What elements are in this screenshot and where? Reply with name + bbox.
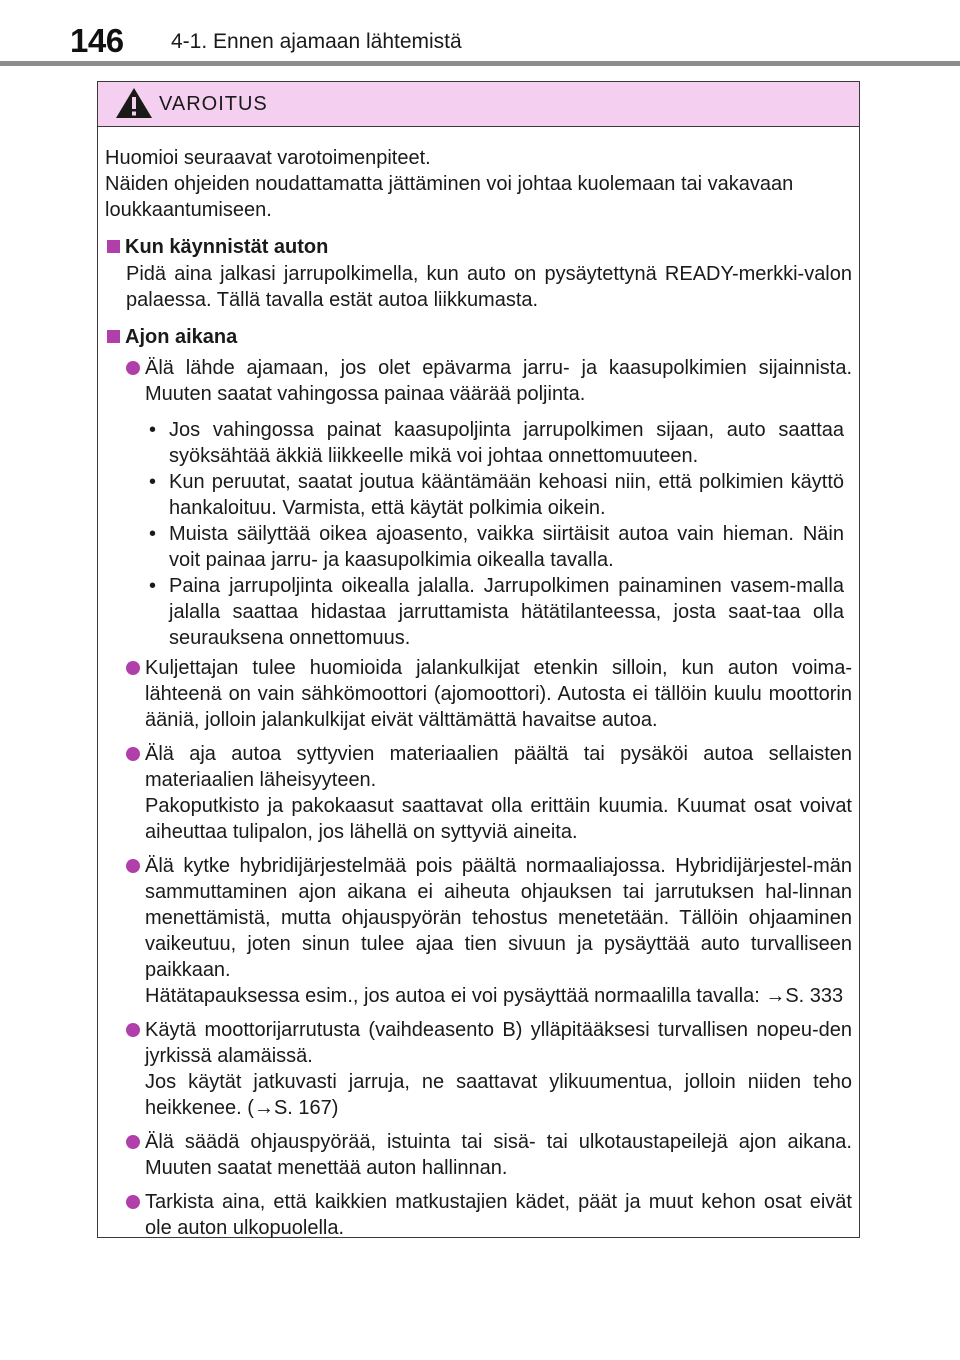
subheading-driving: [105, 323, 852, 351]
circle-bullet-icon: [126, 1135, 140, 1149]
circle-bullet-icon: [126, 1195, 140, 1209]
bullet-text: Jos käytät jatkuvasti jarruja, ne saattavat ylikuumentua, jolloin niiden teho heikkenee. (→S. 167): [145, 1071, 852, 1119]
list-item: [105, 1017, 852, 1121]
bullet-text: Tarkista aina, että kaikkien matkustajien kädet, päät ja muut kehon osat eivät ole auton ulkopuolella.: [145, 1191, 852, 1239]
bullet-text: Pakoputkisto ja pakokaasut saattavat olla erittäin kuumia. Kuumat osat voivat aiheuttaa tulipalon, jos lähellä on syttyviä aineita.: [145, 795, 852, 843]
warning-box: [97, 81, 860, 1238]
dot-bullet-icon: •: [149, 575, 157, 597]
bullet-text: Hätätapauksessa esim., jos autoa ei voi pysäyttää normaalilla tavalla: →S. 333: [145, 985, 844, 1007]
subheading-text: Kun käynnistät auton: [125, 236, 329, 258]
sub-item-text: Muista säilyttää oikea ajoasento, vaikka siirtäisit autoa vain hieman. Näin voit painaa jarru- ja kaasupolkimia oikealla tavalla.: [169, 523, 844, 571]
subheading-text: Ajon aikana: [125, 326, 238, 348]
bullet-text: Älä lähde ajamaan, jos olet epävarma jarru- ja kaasupolkimien sijainnista. Muuten saatat vahingossa painaa väärää poljinta.: [145, 357, 852, 405]
sub-list: [105, 417, 852, 651]
list-item: [105, 655, 852, 733]
warning-header: [98, 82, 859, 127]
intro-line: Näiden ohjeiden noudattamatta jättäminen voi johtaa kuolemaan tai vakavaan loukkaantumiseen.: [105, 173, 794, 221]
page-header: [0, 0, 960, 70]
dot-bullet-icon: •: [149, 471, 157, 493]
warning-title: VAROITUS: [159, 93, 268, 115]
bullet-text: Käytä moottorijarrutusta (vaihdeasento B) ylläpitääksesi turvallisen nopeu-den jyrkissä alamäissä.: [145, 1019, 852, 1067]
sub-list-item: [145, 573, 844, 651]
list-item: [105, 1189, 852, 1241]
sub-list-item: [145, 469, 844, 521]
list-item: [105, 853, 852, 1009]
circle-bullet-icon: [126, 1023, 140, 1037]
list-item: [105, 355, 852, 407]
list-item: [105, 741, 852, 845]
warning-intro: [105, 145, 852, 223]
page-number: 146: [70, 22, 124, 59]
header-rule: [0, 61, 960, 66]
section-text: Pidä aina jalkasi jarrupolkimella, kun auto on pysäytettynä READY-merkki-valon palaessa. Tällä tavalla estät autoa liikkumasta.: [126, 263, 852, 311]
square-bullet-icon: [107, 330, 120, 343]
circle-bullet-icon: [126, 361, 140, 375]
circle-bullet-icon: [126, 661, 140, 675]
sub-list-item: [145, 521, 844, 573]
bullet-text: Älä säädä ohjauspyörää, istuinta tai sisä- tai ulkotaustapeilejä ajon aikana. Muuten saatat menettää auton hallinnan.: [145, 1131, 852, 1179]
square-bullet-icon: [107, 240, 120, 253]
dot-bullet-icon: •: [149, 419, 157, 441]
dot-bullet-icon: •: [149, 523, 157, 545]
sub-item-text: Jos vahingossa painat kaasupoljinta jarrupolkimen sijaan, auto saattaa syöksähtää äkkiä liikkeelle mikä voi johtaa onnettomuuteen.: [169, 419, 844, 467]
subheading-start: [105, 233, 852, 261]
bullet-text: Kuljettajan tulee huomioida jalankulkijat etenkin silloin, kun auton voima-lähteenä on vain sähkömoottori (ajomoottori). Autosta ei tällöin kuulu moottorin ääniä, jolloin jalankulkijat eivät välttämättä havaitse autoa.: [145, 657, 852, 731]
bullet-text: Älä aja autoa syttyvien materiaalien päältä tai pysäköi autoa sellaisten materiaalien läheisyyteen.: [145, 743, 852, 791]
circle-bullet-icon: [126, 859, 140, 873]
sub-item-text: Paina jarrupoljinta oikealla jalalla. Jarrupolkimen painaminen vasem-malla jalalla saattaa hidastaa jarruttamista hätätilanteessa, josta saat-taa olla seurauksena onnettomuus.: [169, 575, 844, 649]
intro-line: Huomioi seuraavat varotoimenpiteet.: [105, 147, 431, 169]
section-title: 4-1. Ennen ajamaan lähtemistä: [171, 30, 462, 53]
warning-triangle-icon: [115, 87, 153, 119]
sub-item-text: Kun peruutat, saatat joutua kääntämään kehoasi niin, että polkimien käyttö hankaloituu. Varmista, että käytät polkimia oikein.: [169, 471, 844, 519]
warning-body: [98, 127, 859, 1241]
circle-bullet-icon: [126, 747, 140, 761]
bullet-text: Älä kytke hybridijärjestelmää pois päältä normaaliajossa. Hybridijärjestel-män sammuttaminen ajon aikana ei aiheuta ohjauksen tai jarrutuksen hal-linnan menettämistä, mutta ohjauspyörän tehostus menetetään. Tällöin ohjaaminen vaikeutuu, joten sinun tulee ajaa tien sivuun ja pysäyttää auto turvalliseen paikkaan.: [145, 855, 852, 981]
sub-list-item: [145, 417, 844, 469]
list-item: [105, 1129, 852, 1181]
